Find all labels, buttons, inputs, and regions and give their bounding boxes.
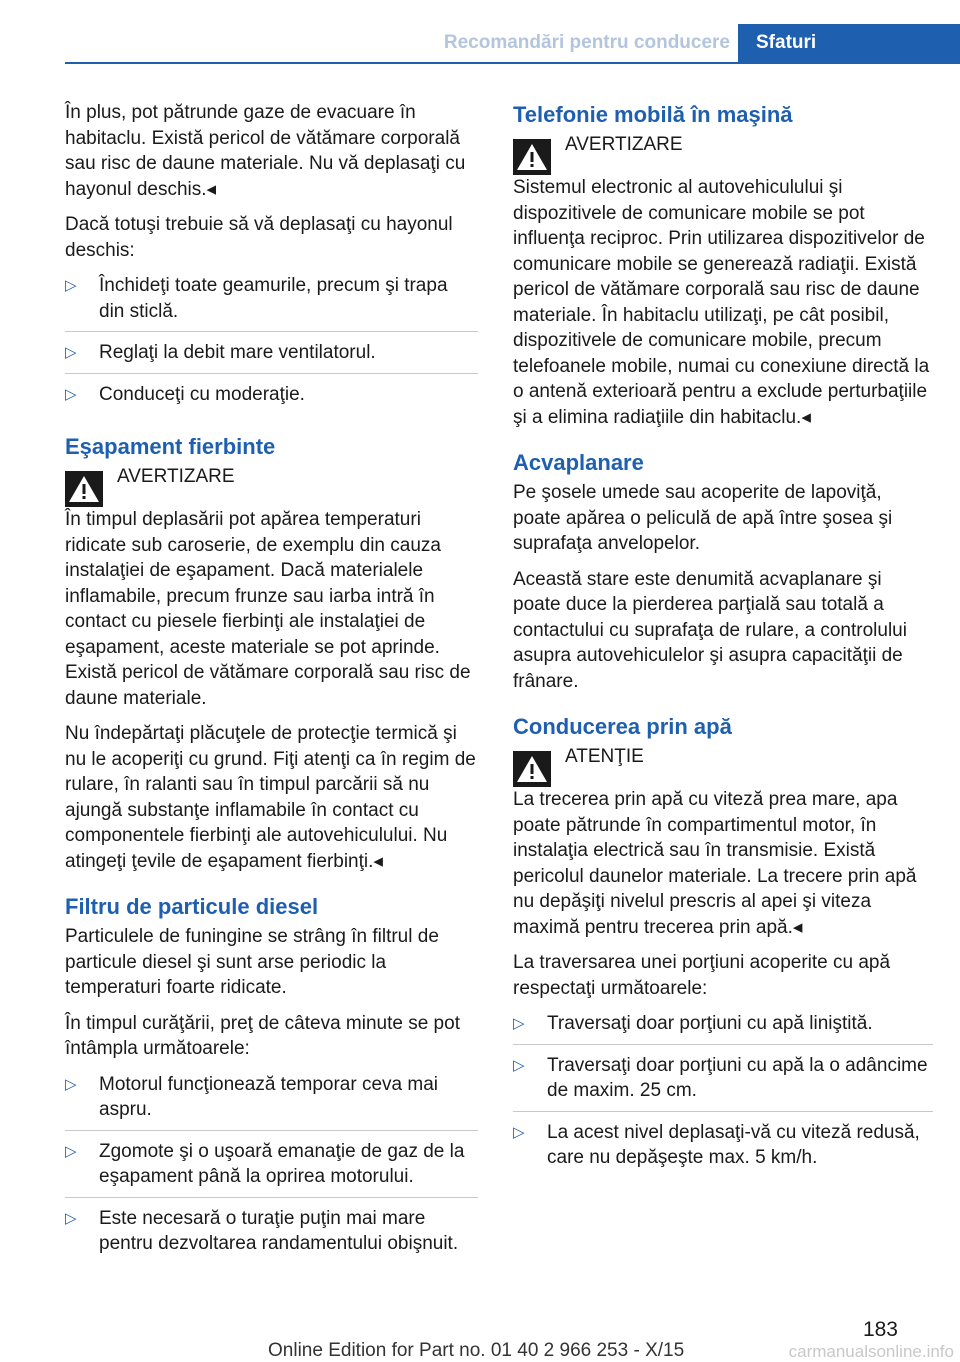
bullet-list xyxy=(65,1072,478,1264)
section-diesel-filter xyxy=(65,892,478,1264)
list-item-text: La acest nivel deplasaţi-vă cu viteză redusă, care nu depăşeşte max. 5 km/h. xyxy=(547,1121,920,1168)
warning-block xyxy=(65,464,478,711)
section-heading: Acvaplanare xyxy=(513,450,644,475)
section-heading: Conducerea prin apă xyxy=(513,714,732,739)
triangle-right-icon: ▷ xyxy=(513,1123,525,1141)
paragraph: Nu îndepărtaţi plăcuţele de protecţie termică şi nu le acoperiţi cu grund. Fiţi atenţi ca în regim de rulare, în ralanti sau în timpul parcării să nu ajungă substanţe inflamabile în contact cu componentele fierbinţi ale autovehiculului. Nu atingeţi ţevile de eşapament fierbinţi.◂ xyxy=(65,723,476,872)
bullet-list xyxy=(65,273,478,414)
warning-title: AVERTIZARE xyxy=(117,466,235,487)
list-item xyxy=(65,1206,478,1264)
list-item xyxy=(65,382,478,415)
triangle-right-icon: ▷ xyxy=(65,344,77,361)
warning-block xyxy=(513,744,933,940)
section-mobile-phone xyxy=(513,100,933,430)
paragraph: Această stare este denumită acvaplanare şi poate duce la pierderea parţială sau totală a contactului cu suprafaţa de rulare, a controlului asupra autovehiculelor şi asupra capacităţii de frânare. xyxy=(513,568,907,692)
section-exhaust xyxy=(65,432,478,874)
list-item-text: Traversaţi doar porţiuni cu apă la o adâncime de maxim. 25 cm. xyxy=(547,1054,928,1101)
paragraph: Pe şosele umede sau acoperite de lapoviţă, poate apărea o peliculă de apă între şosea şi suprafaţa anvelopelor. xyxy=(513,482,893,554)
warning-triangle-icon xyxy=(513,139,551,175)
list-item-text: Reglaţi la debit mare ventilatorul. xyxy=(99,342,376,363)
list-item xyxy=(513,1011,933,1045)
list-item xyxy=(65,273,478,332)
header-chapter-tab: Sfaturi xyxy=(738,24,960,62)
triangle-right-icon: ▷ xyxy=(65,1075,77,1093)
warning-block xyxy=(513,132,933,430)
warning-title: ATENŢIE xyxy=(565,746,644,767)
page-header xyxy=(0,24,960,62)
list-item-text: Traversaţi doar porţiuni cu apă liniştită. xyxy=(547,1013,873,1034)
warning-triangle-icon xyxy=(513,751,551,787)
warning-triangle-icon xyxy=(65,471,103,507)
paragraph: La traversarea unei porţiuni acoperite cu apă respectaţi următoarele: xyxy=(513,952,891,999)
list-item-text: Închideţi toate geamurile, precum şi trapa din sticlă. xyxy=(99,275,448,322)
triangle-right-icon: ▷ xyxy=(513,1015,525,1032)
section-heading: Filtru de particule diesel xyxy=(65,894,319,919)
paragraph: Particulele de funingine se strâng în filtrul de particule diesel şi sunt arse periodic la temperaturi foarte ridicate. xyxy=(65,926,439,998)
triangle-right-icon: ▷ xyxy=(65,1209,77,1227)
paragraph: Dacă totuşi trebuie să vă deplasaţi cu hayonul deschis: xyxy=(65,214,453,261)
section-water-driving xyxy=(513,712,933,1178)
header-section-title: Recomandări pentru conducere xyxy=(443,32,730,53)
triangle-right-icon: ▷ xyxy=(513,1056,525,1074)
list-item-text: Este necesară o turaţie puţin mai mare pentru dezvoltarea randamentului obişnuit. xyxy=(99,1207,459,1254)
right-column xyxy=(513,100,933,1188)
watermark: carmanualsonline.info xyxy=(788,1342,954,1361)
list-item-text: Motorul funcţionează temporar ceva mai aspru. xyxy=(99,1073,438,1120)
warning-title: AVERTIZARE xyxy=(565,134,683,155)
triangle-right-icon: ▷ xyxy=(65,1142,77,1160)
warning-body: La trecerea prin apă cu viteză prea mare, apa poate pătrunde în compartimentul motor, în instalaţia electrică sau în transmisie. Există pericolul daunelor materiale. La trecere prin apă nu depăşiţi nivelul prescris al apei şi viteza maximă pentru trecerea prin apă.◂ xyxy=(513,789,917,938)
list-item xyxy=(65,340,478,374)
paragraph: În plus, pot pătrunde gaze de evacuare în habitaclu. Există pericol de vătămare corporală sau risc de daune materiale. Nu vă deplasaţi cu hayonul deschis.◂ xyxy=(65,102,466,200)
triangle-right-icon: ▷ xyxy=(65,385,77,403)
warning-body: În timpul deplasării pot apărea temperaturi ridicate sub caroserie, de exemplu din cauza instalaţiei de eşapament. Dacă materialele inflamabile, precum frunze sau iarba intră în contact cu piesele fierbinţi ale instalaţiei de eşapament, aceste materiale se pot aprinde. Există pericol de vătămare corporală sau risc de daune materiale. xyxy=(65,509,471,709)
list-item-text: Conduceţi cu moderaţie. xyxy=(99,383,305,405)
list-item xyxy=(513,1053,933,1112)
warning-body: Sistemul electronic al autovehiculului şi dispozitivele de comunicare mobile se pot influenţa reciproc. Prin utilizarea dispozitivelor de comunicare mobile se generează radiaţii. Există pericol de vătămare corporală sau risc de daune materiale. În habitaclu utilizaţi, pe cât posibil, dispozitivele de comunicare mobile, precum telefoanele mobile, numai cu conexiune directă la o antenă exterioară pentru a exclude perturbaţiile şi a elimina radiaţiile din habitaclu.◂ xyxy=(513,177,930,428)
list-item xyxy=(513,1120,933,1178)
section-heading: Eşapament fierbinte xyxy=(65,434,276,459)
list-item-text: Zgomote şi o uşoară emanaţie de gaz de la eşapament până la oprirea motorului. xyxy=(99,1140,465,1187)
list-item xyxy=(65,1139,478,1198)
edition-text: Online Edition for Part no. 01 40 2 966 253 - X/15 xyxy=(268,1340,685,1361)
page-number: 183 xyxy=(862,1318,898,1341)
header-rule xyxy=(65,62,960,64)
section-heading: Telefonie mobilă în maşină xyxy=(513,102,793,127)
left-column xyxy=(65,100,478,1274)
bullet-list xyxy=(513,1011,933,1178)
paragraph: În timpul curăţării, preţ de câteva minute se pot întâmpla următoarele: xyxy=(65,1012,460,1059)
list-item xyxy=(65,1072,478,1131)
triangle-right-icon: ▷ xyxy=(65,277,77,294)
section-aquaplaning xyxy=(513,448,933,694)
page-footer xyxy=(0,1300,960,1362)
